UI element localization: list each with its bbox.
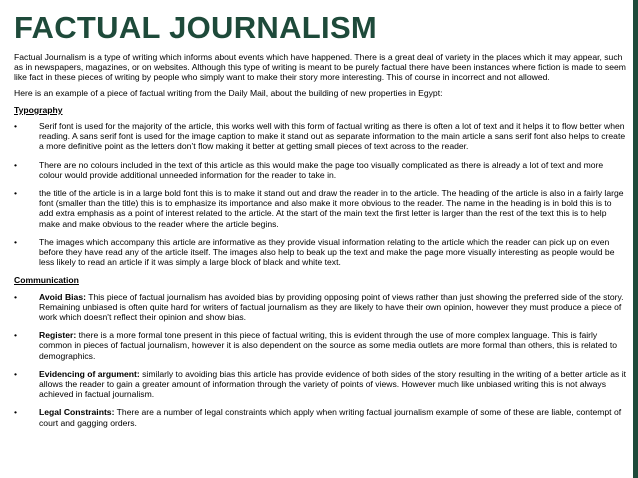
list-item-lead: Avoid Bias: xyxy=(39,291,86,302)
bullet-icon: • xyxy=(14,188,18,199)
typography-heading: Typography xyxy=(14,104,63,115)
bullet-icon: • xyxy=(14,330,18,341)
list-item xyxy=(14,407,626,427)
list-item-text: This piece of factual journalism has avoided bias by providing opposing point of views rather than just showing the preferred side of the story. Remaining unbiased is often quite hard for writers of factual journalism as they are likely to have their own opinion, however they must produce a piece of work which doesn't reflect their opinion and show bias. xyxy=(39,291,624,323)
list-item xyxy=(14,330,626,361)
list-item-text: Serif font is used for the majority of the article, this works well with this form of factual writing as there is often a lot of text and it helps it to flow better when reading. A sans serif font is used for the image caption to make it stand out as separate information to the main article a sans serif font also helps to create a more definitive point as the letters don’t flow making it better at getting small pieces of text across to the reader. xyxy=(39,121,626,152)
example-paragraph: Here is an example of a piece of factual writing from the Daily Mail, about the building of new properties in Egypt: xyxy=(14,87,443,98)
list-item-text: There are no colours included in the text of this article as this would make the page too visually complicated as there is already a lot of text and more colour would provide additional unneeded information for the reader to take in. xyxy=(39,159,604,180)
list-item xyxy=(14,292,626,323)
bullet-icon: • xyxy=(14,159,18,170)
bullet-icon: • xyxy=(14,407,18,418)
list-item-text: similarly to avoiding bias this article has provide evidence of both sides of the story resulting in the writing of a better article as it allows the reader to gain a greater amount of information through the variety of points of views. However much like unbiased writing this is not always achieved in factual journalism. xyxy=(39,368,627,400)
list-item xyxy=(14,121,626,152)
list-item xyxy=(14,188,626,229)
typography-list xyxy=(14,121,626,267)
list-item-lead: Evidencing of argument: xyxy=(39,368,140,379)
list-item xyxy=(14,160,626,180)
list-item-lead: Legal Constraints: xyxy=(39,407,115,418)
right-accent-bar xyxy=(633,0,638,478)
slide-body xyxy=(14,52,626,428)
list-item xyxy=(14,369,626,400)
communication-heading: Communication xyxy=(14,275,79,286)
bullet-icon: • xyxy=(14,236,18,247)
page-title: FACTUAL JOURNALISM xyxy=(14,10,378,45)
communication-list xyxy=(14,292,626,428)
list-item-text: The images which accompany this article are informative as they provide visual information relating to the article which the reader can pick up on even before they have read any of the article itself. The images also help to beak up the text and make the page more visually interesting as people would be less likely to read an article if it was simply a large block of black and white text. xyxy=(39,236,615,268)
intro-paragraph: Factual Journalism is a type of writing which informs about events which have happened. There is a great deal of variety in the places which it may appear, such as in newspapers, magazines, or on websites. Although this type of writing is meant to be purely factual there have been instances where fiction is made to seem like fact in these pieces of writing by people who simply want to make their story more interesting. This of course in incorrect and not allowed. xyxy=(14,52,626,83)
bullet-icon: • xyxy=(14,291,18,302)
slide xyxy=(14,10,626,436)
list-item-text: There are a number of legal constraints which apply when writing factual journalism example of some of these are liable, contempt of court and gagging orders. xyxy=(39,407,622,428)
list-item-text: the title of the article is in a large bold font this is to make it stand out and draw the reader in to the article. The heading of the article is also in a fairly large font (smaller than the title) this is to emphasize its importance and also make it more obvious to the reader. The name in the heading is in bold this is to add extra emphasis as a point of interest related to the article. At the start of the main text the first letter is larger than the rest of the text this is to help make and make obvious to the reader where the article begins. xyxy=(39,188,624,229)
list-item xyxy=(14,237,626,268)
bullet-icon: • xyxy=(14,368,18,379)
bullet-icon: • xyxy=(14,121,18,132)
list-item-lead: Register: xyxy=(39,330,77,341)
list-item-text: there is a more formal tone present in this piece of factual writing, this is evident through the use of more complex language. This is fairly common in pieces of factual journalism, however it is also dependent on the source as some media outlets are more formal than others, this is related to demographics. xyxy=(39,330,617,361)
